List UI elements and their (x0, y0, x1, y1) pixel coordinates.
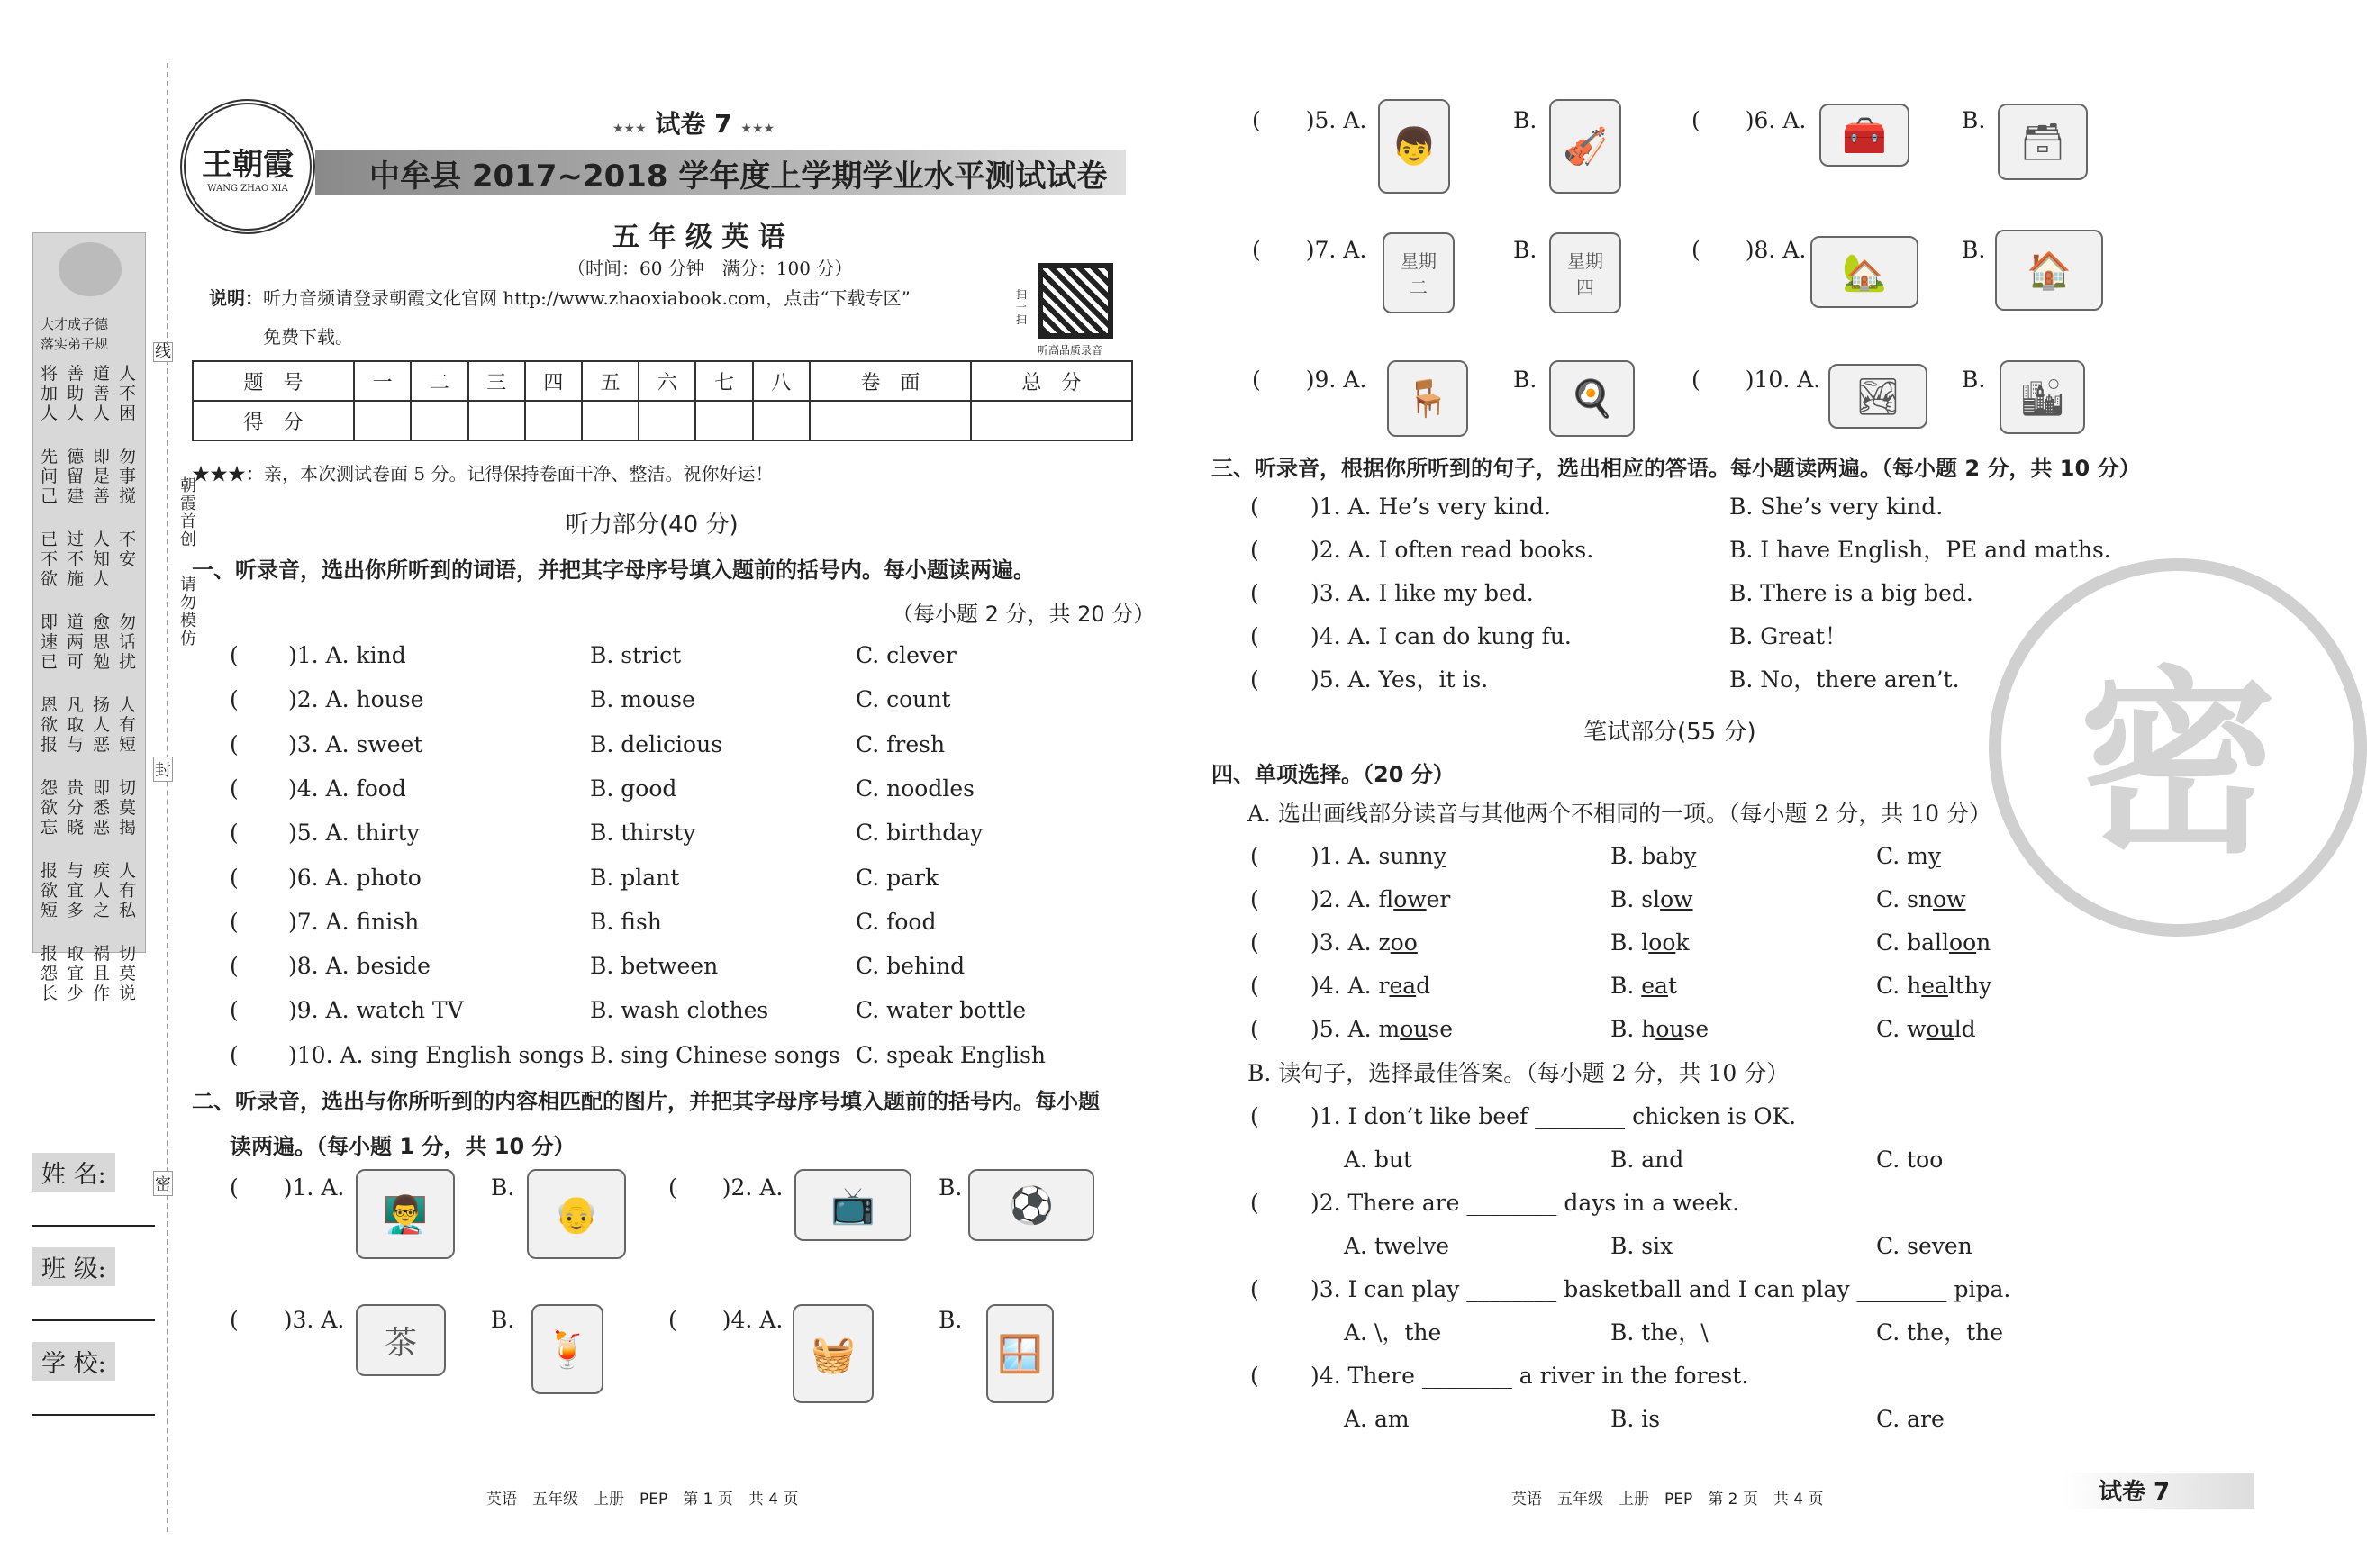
score-header-cell: 八 (753, 361, 810, 401)
maxim-column: 祸且作 (93, 944, 111, 1003)
s2-item-7[interactable]: ( )7. A. (1252, 237, 1367, 263)
maxim-2: 落实弟子规 (41, 336, 109, 352)
option-a[interactable]: )4. A. food (288, 775, 406, 802)
answer-bracket[interactable]: ( (230, 730, 239, 757)
underlined-part: ou (1400, 1016, 1428, 1042)
option-b[interactable]: B. sing Chinese songs (590, 1041, 840, 1068)
maxim-column: 怨欲忘 (41, 778, 59, 838)
seal-char-mid: 封 (153, 757, 173, 782)
house-trees-picture-icon: 🏡 (1810, 236, 1918, 308)
s2-item-10[interactable]: ( )10. A. (1691, 367, 1821, 393)
calendar-1-text: 星期二 (1401, 250, 1437, 298)
maxim-column: 道善人 (93, 364, 111, 423)
note-label: 说明： (209, 287, 263, 309)
calendar-thursday-picture-icon (1549, 232, 1621, 313)
s2-item-3[interactable]: ( )3. A. (230, 1307, 345, 1333)
s2-item-10-b[interactable]: B. (1962, 367, 1986, 393)
option-b[interactable]: B. Great！ (1729, 623, 1847, 649)
word-tail: se (1683, 1016, 1710, 1042)
note-text-2: 免费下载。 (263, 326, 353, 348)
maxim-column: 愈思勉 (93, 612, 111, 672)
section4-title: 四、单项选择。（20 分） (1211, 762, 1455, 787)
score-input-cell[interactable] (411, 401, 467, 440)
maxim-strip (32, 232, 146, 1003)
boy-cooking-picture-icon: 🍳 (1549, 360, 1635, 437)
answer-bracket[interactable]: ( (1250, 886, 1259, 912)
score-input-cell[interactable] (695, 401, 752, 440)
answer-bracket[interactable]: ( (230, 864, 239, 891)
underlined-part: oo (1390, 929, 1418, 956)
answer-bracket[interactable]: ( (1250, 494, 1259, 520)
word-tail: er (1426, 886, 1451, 912)
option-a[interactable]: )1. A. He’s very kind. (1310, 494, 1551, 520)
section1-points: （每小题 2 分，共 20 分） (892, 602, 1156, 627)
maxim-1: 大才成子德 (41, 316, 109, 332)
word-tail: n (1976, 929, 1991, 956)
confidential-seal-watermark: 密 (1989, 558, 2367, 937)
boy-picture-icon: 👦 (1378, 99, 1450, 194)
option-b[interactable]: B. plant (590, 864, 680, 891)
s2-item-2-b[interactable]: B. (939, 1174, 963, 1201)
word-part: )2. A. fl (1310, 886, 1394, 912)
exam-title: 中牟县 2017~2018 学年度上学期学业水平测试试卷 (369, 159, 1108, 195)
option-a[interactable]: A. \，the (1344, 1319, 1442, 1346)
option-b[interactable]: B. She’s very kind. (1729, 494, 1944, 520)
option-c[interactable] (1876, 929, 1991, 957)
question-text: )4. There ________ a river in the forest. (1310, 1363, 1749, 1389)
underlined-part: ow (1933, 886, 1966, 912)
name-line[interactable] (32, 1225, 155, 1227)
publisher-logo (180, 99, 315, 234)
city-buildings-picture-icon: 🏙 (2000, 360, 2085, 434)
underlined-part: ea (1641, 973, 1668, 999)
answer-bracket[interactable]: ( (230, 820, 239, 847)
s2-item-2[interactable]: ( )2. A. (668, 1174, 784, 1201)
maxim-column: 人有短 (119, 695, 137, 755)
answer-bracket[interactable]: ( (1250, 973, 1259, 999)
option-b[interactable]: B. I have English，PE and maths. (1729, 537, 2111, 563)
seal-char-top: 线 (155, 342, 171, 361)
word-part: C. ball (1876, 929, 1950, 956)
option-b[interactable] (1610, 842, 1696, 871)
s2-item-9-b[interactable]: B. (1513, 367, 1537, 393)
score-label-cell: 得 分 (193, 401, 354, 440)
football-girl-picture-icon: ⚽ (968, 1169, 1094, 1241)
maxim-column: 报怨长 (41, 944, 59, 1003)
option-c[interactable]: C. noodles (856, 775, 975, 802)
option-a[interactable] (1310, 929, 1418, 957)
seal-char-bottom: 密 (153, 1171, 173, 1196)
binding-dash-line (167, 63, 168, 1532)
juice-glass-picture-icon: 🍹 (531, 1304, 603, 1394)
tv-girl-picture-icon: 📺 (794, 1169, 911, 1241)
maxim-column: 扬人恶 (93, 695, 111, 755)
score-header-cell: 四 (525, 361, 582, 401)
qr-scan-label: 扫一扫 (1016, 288, 1028, 326)
word-part: )4. A. r (1310, 973, 1390, 999)
option-c[interactable]: C. seven (1876, 1233, 1972, 1259)
qr-caption: 听高品质录音 (1038, 344, 1103, 357)
score-value-row (193, 401, 1132, 440)
partA-title: A. 选出画线部分读音与其他两个不相同的一项。（每小题 2 分，共 10 分） (1247, 801, 1991, 827)
vertical-note-1: 朝霞首创 (180, 476, 196, 549)
answer-bracket[interactable]: ( (230, 953, 239, 980)
s2-item-4-b[interactable]: B. (939, 1307, 963, 1333)
word-part: B. h (1610, 1016, 1656, 1042)
option-b[interactable]: B. and (1610, 1147, 1684, 1173)
option-a[interactable]: )2. A. I often read books. (1310, 537, 1594, 563)
s2-item-6-b[interactable]: B. (1962, 107, 1986, 133)
listening-heading: 听力部分(40 分) (566, 512, 739, 539)
section1-title: 一、听录音，选出你所听到的词语，并把其字母序号填入题前的括号内。每小题读两遍。 (192, 557, 1035, 583)
maxim-column: 切莫揭 (119, 778, 137, 838)
score-header-cell: 五 (582, 361, 639, 401)
option-b[interactable]: B. six (1610, 1233, 1673, 1259)
word-tail: lthy (1947, 973, 1992, 999)
answer-bracket[interactable]: ( (230, 686, 239, 713)
option-a[interactable] (1310, 842, 1446, 871)
score-header-cell: 一 (354, 361, 411, 401)
option-b[interactable] (1610, 885, 1693, 914)
maxim-column: 疾人之 (93, 861, 111, 920)
answer-bracket[interactable]: ( (1250, 580, 1259, 606)
scholar-figure-icon (59, 242, 122, 296)
score-input-cell[interactable] (753, 401, 810, 440)
score-input-cell[interactable] (582, 401, 639, 440)
underlined-part: y (1927, 843, 1941, 869)
class-line[interactable] (32, 1319, 155, 1321)
underlined-part: ow (1393, 886, 1427, 912)
house-picture-icon: 🏠 (1995, 230, 2103, 311)
option-c[interactable]: C. speak English (856, 1041, 1047, 1068)
maxim-column: 与宜多 (67, 861, 85, 920)
underlined-part: ea (1389, 973, 1417, 999)
option-b[interactable]: B. good (590, 775, 677, 802)
s2-item-6[interactable]: ( )6. A. (1691, 107, 1807, 133)
answer-bracket[interactable]: ( (1250, 666, 1259, 693)
option-c[interactable]: C. fresh (856, 730, 946, 757)
logo-sub: WANG ZHAO XIA (207, 184, 288, 194)
option-b[interactable]: B. between (590, 953, 719, 980)
logo-name: 王朝霞 (202, 147, 294, 183)
option-b[interactable] (1610, 1015, 1709, 1044)
qr-code-icon[interactable] (1038, 263, 1113, 339)
maxim-column: 报欲短 (41, 861, 59, 920)
option-a[interactable]: )4. A. I can do kung fu. (1310, 623, 1572, 649)
maxim-column: 恩欲报 (41, 695, 59, 755)
score-header-cell: 卷 面 (810, 361, 971, 401)
option-c[interactable]: C. are (1876, 1406, 1945, 1432)
score-input-cell[interactable] (971, 401, 1132, 440)
maxim-column: 人不困 (119, 364, 137, 423)
word-tail: ld (1954, 1016, 1976, 1042)
word-part: )3. A. z (1310, 929, 1391, 956)
option-c[interactable]: C. clever (856, 642, 957, 668)
class-label: 班 级: (32, 1247, 115, 1286)
option-a[interactable]: )3. A. I like my bed. (1310, 580, 1534, 606)
option-c[interactable] (1876, 972, 1991, 1001)
paper-badge: 试卷 7 (2099, 1479, 2171, 1506)
option-a[interactable]: )7. A. finish (288, 908, 420, 935)
section3-title: 三、听录音，根据你所听到的句子，选出相应的答语。每小题读两遍。（每小题 2 分，共 10 分） (1211, 456, 2141, 481)
s2-item-8[interactable]: ( )8. A. (1691, 237, 1807, 263)
option-c[interactable]: C. behind (856, 953, 966, 980)
answer-bracket[interactable]: ( (1250, 1016, 1259, 1042)
washing-girl-picture-icon: 🧺 (793, 1304, 874, 1403)
option-b[interactable] (1610, 972, 1677, 1001)
word-tail: d (1416, 973, 1431, 999)
maxim-column: 即悉恶 (93, 778, 111, 838)
maxim-column: 善助人 (67, 364, 85, 423)
reminder-text: ★★★：亲，本次测试卷面 5 分。记得保持卷面干净、整洁。祝你好运！ (192, 463, 774, 485)
word-tail: se (1428, 1016, 1453, 1042)
window-girl-picture-icon: 🪟 (986, 1304, 1054, 1403)
score-table (192, 360, 1133, 441)
score-header-cell: 三 (468, 361, 525, 401)
answer-bracket[interactable]: ( (230, 775, 239, 802)
score-header-row (193, 361, 1132, 401)
section2-title-2: 读两遍。（每小题 1 分，共 10 分） (230, 1134, 576, 1159)
maxim-column: 先问己 (41, 447, 59, 506)
answer-bracket[interactable]: ( (230, 997, 239, 1024)
s2-item-3-b[interactable]: B. (491, 1307, 515, 1333)
name-label: 姓 名: (32, 1153, 115, 1192)
option-c[interactable]: C. park (856, 864, 939, 891)
maxim-column: 切莫说 (119, 944, 137, 1003)
answer-bracket[interactable]: ( (1250, 537, 1259, 563)
word-tail: k (1675, 929, 1690, 956)
word-part: C. w (1876, 1016, 1927, 1042)
option-a[interactable]: )6. A. photo (288, 864, 422, 891)
score-input-cell[interactable] (810, 401, 971, 440)
option-b[interactable]: B. wash clothes (590, 997, 769, 1024)
word-part: B. sl (1610, 886, 1661, 912)
maxim-column: 将加人 (41, 364, 59, 423)
underlined-part: ou (1655, 1016, 1684, 1042)
option-c[interactable]: C. birthday (856, 820, 984, 847)
option-c[interactable] (1876, 885, 1966, 914)
option-a[interactable] (1310, 885, 1450, 914)
option-a[interactable]: A. am (1344, 1406, 1410, 1432)
maxim-column: 勿话扰 (119, 612, 137, 672)
option-a[interactable]: )1. A. kind (288, 642, 406, 668)
option-a[interactable] (1310, 972, 1430, 1001)
s2-item-5-b[interactable]: B. (1513, 107, 1537, 133)
option-c[interactable]: C. too (1876, 1147, 1944, 1173)
note-text: 听力音频请登录朝霞文化官网 http://www.zhaoxiabook.com，点击“下载专区” (263, 287, 911, 309)
answer-bracket[interactable]: ( (1250, 623, 1259, 649)
option-a[interactable] (1310, 1015, 1453, 1044)
word-part: B. (1610, 973, 1642, 999)
option-a[interactable]: )8. A. beside (288, 953, 431, 980)
option-b[interactable]: B. the，\ (1610, 1319, 1709, 1346)
score-input-cell[interactable] (354, 401, 411, 440)
pipa-player-picture-icon: 🎻 (1549, 99, 1621, 194)
maxim-column: 已不欲 (41, 530, 59, 589)
word-part: )5. A. m (1310, 1016, 1401, 1042)
option-b[interactable]: B. strict (590, 642, 682, 668)
word-tail: t (1667, 973, 1678, 999)
answer-bracket[interactable]: ( (1250, 929, 1259, 956)
desk-picture-icon: 🪑 (1387, 360, 1468, 437)
paper-number: ★★★ 试卷 7 ★★★ (612, 109, 775, 139)
maxim-column: 德留建 (67, 447, 85, 506)
answer-bracket[interactable]: ( (1250, 843, 1259, 869)
option-b[interactable] (1610, 929, 1690, 957)
option-a[interactable]: )3. A. sweet (288, 730, 423, 757)
calendar-tuesday-picture-icon (1383, 232, 1455, 313)
s2-item-8-b[interactable]: B. (1962, 237, 1986, 263)
option-b[interactable]: B. No，there aren’t. (1729, 666, 1960, 693)
time-info: （时间：60 分钟 满分：100 分） (567, 258, 853, 279)
maxim-column: 过不施 (67, 530, 85, 589)
answer-bracket[interactable]: ( (230, 1041, 239, 1068)
score-header-cell: 六 (639, 361, 695, 401)
score-header-cell: 题 号 (193, 361, 354, 401)
option-c[interactable] (1876, 1015, 1976, 1044)
option-a[interactable]: )9. A. watch TV (288, 997, 464, 1024)
option-b[interactable]: B. delicious (590, 730, 723, 757)
option-c[interactable]: C. count (856, 686, 951, 713)
s2-item-1[interactable]: ( )1. A. (230, 1174, 345, 1201)
option-c[interactable]: C. food (856, 908, 937, 935)
footer-left: 英语 五年级 上册 PEP 第 1 页 共 4 页 (486, 1491, 799, 1509)
vertical-note-2: 请勿模仿 (180, 576, 196, 648)
school-line[interactable] (32, 1414, 155, 1416)
option-b[interactable]: B. There is a big bed. (1729, 580, 1973, 606)
answer-bracket[interactable]: ( (1250, 1276, 1259, 1302)
word-part: B. l (1610, 929, 1649, 956)
tea-char: 茶 (384, 1324, 417, 1362)
underlined-part: ea (1921, 973, 1948, 999)
underlined-part: y (1433, 843, 1446, 869)
option-a[interactable]: )5. A. thirty (288, 820, 420, 847)
open-pencil-box-picture-icon: 🗃 (1998, 104, 2088, 180)
option-a[interactable]: )2. A. house (288, 686, 424, 713)
option-c[interactable]: C. the，the (1876, 1319, 2004, 1346)
option-a[interactable]: )5. A. Yes，it is. (1310, 666, 1489, 693)
maxim-column: 人有私 (119, 861, 137, 920)
maxim-column: 不安 (119, 530, 137, 569)
option-b[interactable]: B. fish (590, 908, 662, 935)
answer-bracket[interactable]: ( (230, 908, 239, 935)
tea-cup-picture-icon (356, 1304, 446, 1376)
s2-item-7-b[interactable]: B. (1513, 237, 1537, 263)
score-header-cell: 总 分 (971, 361, 1132, 401)
school-label: 学 校: (32, 1342, 115, 1381)
score-header-cell: 七 (695, 361, 752, 401)
mountain-lake-picture-icon: 🏞 (1828, 364, 1927, 429)
answer-bracket[interactable]: ( (1250, 1103, 1259, 1129)
writing-heading: 笔试部分(55 分) (1583, 719, 1756, 746)
option-c[interactable]: C. water bottle (856, 997, 1027, 1024)
underlined-part: oo (1949, 929, 1977, 956)
underlined-part: y (1683, 843, 1697, 869)
section2-title: 二、听录音，选出与你所听到的内容相匹配的图片，并把其字母序号填入题前的括号内。每小题 (192, 1089, 1100, 1114)
question-text: )1. I don’t like beef ________ chicken is OK. (1310, 1103, 1797, 1129)
option-b[interactable]: B. is (1610, 1406, 1661, 1432)
word-part: C. sn (1876, 886, 1934, 912)
score-input-cell[interactable] (468, 401, 525, 440)
option-b[interactable]: B. thirsty (590, 820, 696, 847)
s2-item-1-b[interactable]: B. (491, 1174, 515, 1201)
maxim-column: 勿事搅 (119, 447, 137, 506)
underlined-part: oo (1648, 929, 1676, 956)
teacher-picture-icon: 👨‍🏫 (356, 1169, 455, 1259)
answer-bracket[interactable]: ( (1250, 1190, 1259, 1216)
option-b[interactable]: B. mouse (590, 686, 695, 713)
underlined-part: ow (1660, 886, 1693, 912)
option-a[interactable]: A. but (1344, 1147, 1413, 1173)
word-part: )1. A. sunn (1310, 843, 1434, 869)
s2-item-4[interactable]: ( )4. A. (668, 1307, 784, 1333)
maxim-column: 即速已 (41, 612, 59, 672)
maxim-column: 贵分晓 (67, 778, 85, 838)
partB-title: B. 读句子，选择最佳答案。（每小题 2 分，共 10 分） (1247, 1060, 1790, 1086)
score-input-cell[interactable] (639, 401, 695, 440)
subject-title: 五 年 级 英 语 (612, 222, 785, 253)
option-a[interactable]: A. twelve (1344, 1233, 1450, 1259)
answer-bracket[interactable]: ( (1250, 1363, 1259, 1389)
calendar-2-text: 星期四 (1567, 250, 1603, 298)
question-text: )3. I can play ________ basketball and I can play ________ pipa. (1310, 1276, 2011, 1302)
word-part: B. bab (1610, 843, 1684, 869)
s2-item-5[interactable]: ( )5. A. (1252, 107, 1367, 133)
maxim-column: 即是善 (93, 447, 111, 506)
maxim-column: 凡取与 (67, 695, 85, 755)
answer-bracket[interactable]: ( (230, 642, 239, 668)
option-c[interactable] (1876, 842, 1941, 871)
score-input-cell[interactable] (525, 401, 582, 440)
option-a[interactable]: )10. A. sing English songs (288, 1041, 585, 1068)
s2-item-9[interactable]: ( )9. A. (1252, 367, 1367, 393)
footer-right: 英语 五年级 上册 PEP 第 2 页 共 4 页 (1511, 1491, 1824, 1509)
old-teacher-picture-icon: 👴 (527, 1169, 626, 1259)
word-part: C. m (1876, 843, 1928, 869)
word-part: C. h (1876, 973, 1922, 999)
maxim-column: 人知人 (93, 530, 111, 589)
maxim-column: 道两可 (67, 612, 85, 672)
maxim-column: 取宜少 (67, 944, 85, 1003)
pencil-box-picture-icon: 🧰 (1819, 104, 1909, 167)
score-header-cell: 二 (411, 361, 467, 401)
question-text: )2. There are ________ days in a week. (1310, 1190, 1740, 1216)
underlined-part: ou (1926, 1016, 1954, 1042)
